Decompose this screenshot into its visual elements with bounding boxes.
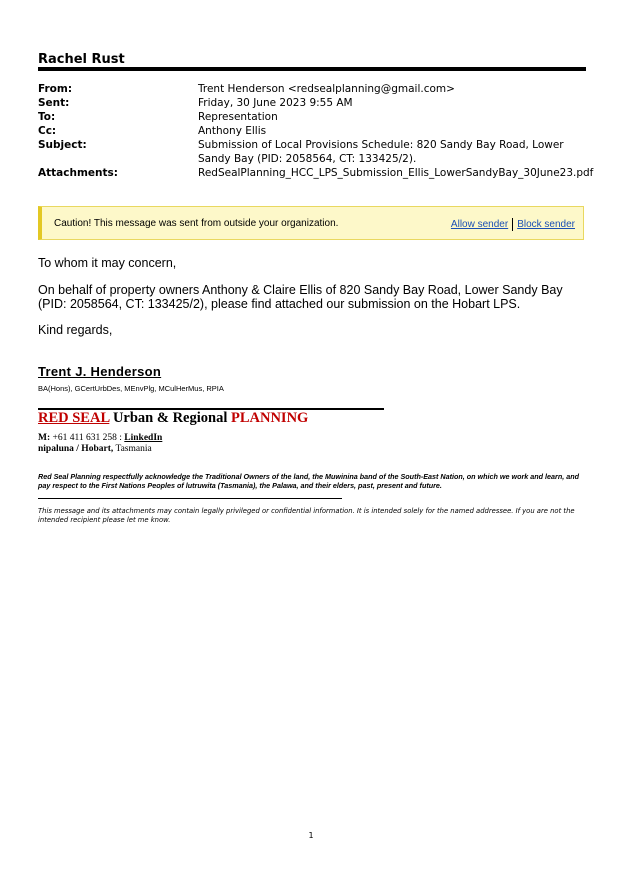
cc-label: Cc: <box>38 125 57 137</box>
location-city: nipaluna / Hobart, <box>38 444 114 454</box>
linkedin-link[interactable]: LinkedIn <box>124 433 163 443</box>
from-label: From: <box>38 83 73 95</box>
owner-divider <box>38 67 586 71</box>
brand-planning: PLANNING <box>230 410 309 426</box>
cc-value[interactable]: Anthony Ellis <box>198 125 267 137</box>
signature-contact <box>38 433 162 455</box>
phone-label: M: <box>38 433 51 443</box>
location-state: Tasmania <box>113 444 152 454</box>
brand-urban-regional: Urban & Regional <box>109 410 231 426</box>
location-line <box>38 444 162 455</box>
body-paragraph: On behalf of property owners Anthony & Claire Ellis of 820 Sandy Bay Road, Lower Sandy Bay (PID: 2058564, CT: 133425/2), please find attached our submission on the Hobart LPS. <box>38 283 563 311</box>
closing: Kind regards, <box>38 323 113 337</box>
sent-value: Friday, 30 June 2023 9:55 AM <box>198 97 353 109</box>
page-number: 1 <box>308 831 314 840</box>
phone-number: +61 411 631 258 : <box>50 433 125 443</box>
from-value[interactable]: Trent Henderson <redsealplanning@gmail.com> <box>198 83 455 95</box>
subject-value: Submission of Local Provisions Schedule: 820 Sandy Bay Road, Lower Sandy Bay (PID: 2058564, CT: 133425/2). <box>198 139 564 165</box>
signature-name: Trent J. Henderson <box>38 364 162 379</box>
subject-label: Subject: <box>38 139 87 151</box>
sent-label: Sent: <box>38 97 70 109</box>
greeting: To whom it may concern, <box>38 256 177 270</box>
block-sender-link[interactable]: Block sender <box>517 219 575 231</box>
mailbox-owner-name: Rachel Rust <box>38 52 125 67</box>
company-brand <box>38 410 308 427</box>
attachments-label: Attachments: <box>38 167 118 179</box>
warning-text: Caution! This message was sent from outside your organization. <box>54 218 339 229</box>
attachment-file-link[interactable]: RedSealPlanning_HCC_LPS_Submission_Ellis_LowerSandyBay_30June23.pdf <box>198 167 594 179</box>
to-label: To: <box>38 111 56 123</box>
phone-line <box>38 433 162 444</box>
acknowledgement-divider <box>38 498 342 499</box>
confidentiality-disclaimer: This message and its attachments may contain legally privileged or confidential information. It is intended solely for the named addressee. If you are not the intended recipient please let me know. <box>38 507 575 524</box>
acknowledgement-of-country: Red Seal Planning respectfully acknowledge the Traditional Owners of the land, the Muwinina band of the South-East Nation, on which we work and learn, and pay respect to the First Nations Peoples of lutruwita (Tasmania), the Palawa, and their elders, past, present and future. <box>38 472 579 490</box>
brand-red-seal: RED SEAL <box>38 410 110 426</box>
external-sender-warning-banner <box>38 206 584 240</box>
signature-qualifications: BA(Hons), GCertUrbDes, MEnvPlg, MCulHerMus, RPIA <box>38 384 224 393</box>
allow-sender-link[interactable]: Allow sender <box>450 219 509 231</box>
to-value[interactable]: Representation <box>198 111 278 123</box>
link-separator <box>512 218 513 231</box>
sender-actions <box>451 218 575 231</box>
